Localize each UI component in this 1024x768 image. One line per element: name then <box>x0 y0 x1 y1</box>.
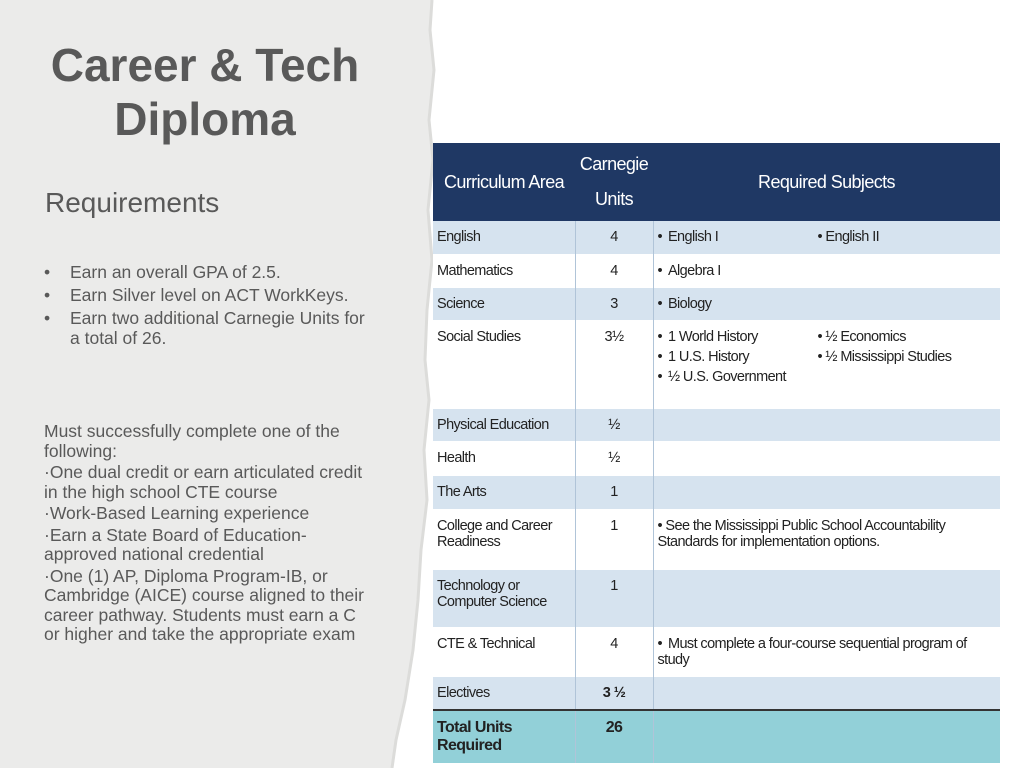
table-row <box>433 320 1000 408</box>
table-header-row <box>433 143 1000 221</box>
header-units-line-2: Units <box>594 189 633 209</box>
table-row <box>433 627 1000 676</box>
subject: ½ U.S. Government <box>667 368 786 385</box>
cell-subjects <box>653 408 1000 441</box>
cell-units: ½ <box>575 441 653 475</box>
header-carnegie-units <box>575 143 653 221</box>
cell-area: Physical Education <box>433 408 575 441</box>
title-line-1: Career & Tech <box>50 39 360 91</box>
cell-area: College and Career Readiness <box>433 509 575 569</box>
list-item <box>44 262 374 282</box>
cell-subjects <box>653 254 1000 287</box>
must-option: ·Work-Based Learning experience <box>44 503 310 523</box>
subject: • ½ Economics <box>817 328 906 345</box>
table-row <box>433 569 1000 627</box>
total-label: Total Units Required <box>433 710 575 763</box>
cell-subjects <box>653 441 1000 475</box>
cell-units: 4 <box>575 221 653 254</box>
title-line-2: Diploma <box>114 93 296 145</box>
cell-units: 3 ½ <box>575 676 653 710</box>
cell-subjects <box>653 569 1000 627</box>
cell-area: English <box>433 221 575 254</box>
list-item <box>44 308 374 348</box>
requirements-list <box>44 262 374 351</box>
bullet-icon: • <box>657 368 662 385</box>
subject: 1 World History <box>667 328 758 345</box>
cell-area: Mathematics <box>433 254 575 287</box>
must-option: ·One dual credit or earn articulated credit in the high school CTE course <box>44 462 363 502</box>
subject: Algebra I <box>667 262 721 279</box>
subtitle: Requirements <box>45 187 220 218</box>
subject: Must complete a four-course sequential program of study <box>657 635 967 668</box>
total-row <box>433 710 1000 763</box>
bullet-icon: • <box>657 229 662 245</box>
total-empty-cell <box>653 710 1000 763</box>
cell-area: Science <box>433 287 575 320</box>
cell-area: CTE & Technical <box>433 627 575 676</box>
table-row <box>433 475 1000 509</box>
cell-area: The Arts <box>433 475 575 509</box>
header-units-line-1: Carnegie <box>579 154 649 174</box>
must-complete-section <box>44 422 364 647</box>
bullet-icon: • <box>44 285 51 305</box>
table-row <box>433 287 1000 320</box>
table-row <box>433 408 1000 441</box>
cell-subjects <box>653 320 1000 408</box>
cell-units: 3½ <box>575 320 653 408</box>
list-item <box>44 285 374 305</box>
table-row <box>433 676 1000 710</box>
bullet-text: Earn two additional Carnegie Units for a total of 26. <box>70 308 365 348</box>
cell-subjects <box>653 287 1000 320</box>
cell-area: Health <box>433 441 575 475</box>
must-option: ·Earn a State Board of Education-approved national credential <box>44 524 307 564</box>
subject: English I <box>667 229 719 245</box>
subject: Biology <box>667 295 712 312</box>
header-required-subjects: Required Subjects <box>653 143 1000 221</box>
subject: • English II <box>817 229 880 245</box>
bullet-icon: • <box>44 262 51 282</box>
table-row <box>433 509 1000 569</box>
cell-units: 4 <box>575 627 653 676</box>
cell-subjects <box>653 221 1000 254</box>
cell-units: 1 <box>575 475 653 509</box>
requirements-table <box>433 143 1000 763</box>
must-option: ·One (1) AP, Diploma Program-IB, or Cambridge (AICE) course aligned to their career pathway. Students must earn a C or higher and take the appropriate exam <box>44 565 365 644</box>
bullet-text: Earn Silver level on ACT WorkKeys. <box>70 285 349 305</box>
cell-subjects <box>653 676 1000 710</box>
page-title <box>20 38 390 146</box>
table-row <box>433 441 1000 475</box>
cell-units: 3 <box>575 287 653 320</box>
subject: 1 U.S. History <box>667 348 750 365</box>
cell-area: Electives <box>433 676 575 710</box>
cell-subjects: • See the Mississippi Public School Accountability Standards for implementation options. <box>653 509 1000 569</box>
bullet-icon: • <box>657 262 662 279</box>
subject: • ½ Mississippi Studies <box>817 348 952 365</box>
cell-units: ½ <box>575 408 653 441</box>
table-row <box>433 254 1000 287</box>
cell-area: Technology or Computer Science <box>433 569 575 627</box>
must-intro: Must successfully complete one of the following: <box>44 421 340 461</box>
cell-subjects <box>653 475 1000 509</box>
bullet-icon: • <box>657 328 662 345</box>
bullet-icon: • <box>657 295 662 312</box>
bullet-icon: • <box>44 308 51 328</box>
cell-units: 4 <box>575 254 653 287</box>
bullet-icon: • <box>657 348 662 365</box>
left-panel <box>0 0 440 768</box>
cell-area: Social Studies <box>433 320 575 408</box>
bullet-icon: • <box>657 635 662 652</box>
bullet-text: Earn an overall GPA of 2.5. <box>70 262 281 282</box>
header-curriculum-area: Curriculum Area <box>433 143 575 221</box>
table-row <box>433 221 1000 254</box>
cell-units: 1 <box>575 509 653 569</box>
total-units: 26 <box>575 710 653 763</box>
cell-units: 1 <box>575 569 653 627</box>
cell-subjects <box>653 627 1000 676</box>
